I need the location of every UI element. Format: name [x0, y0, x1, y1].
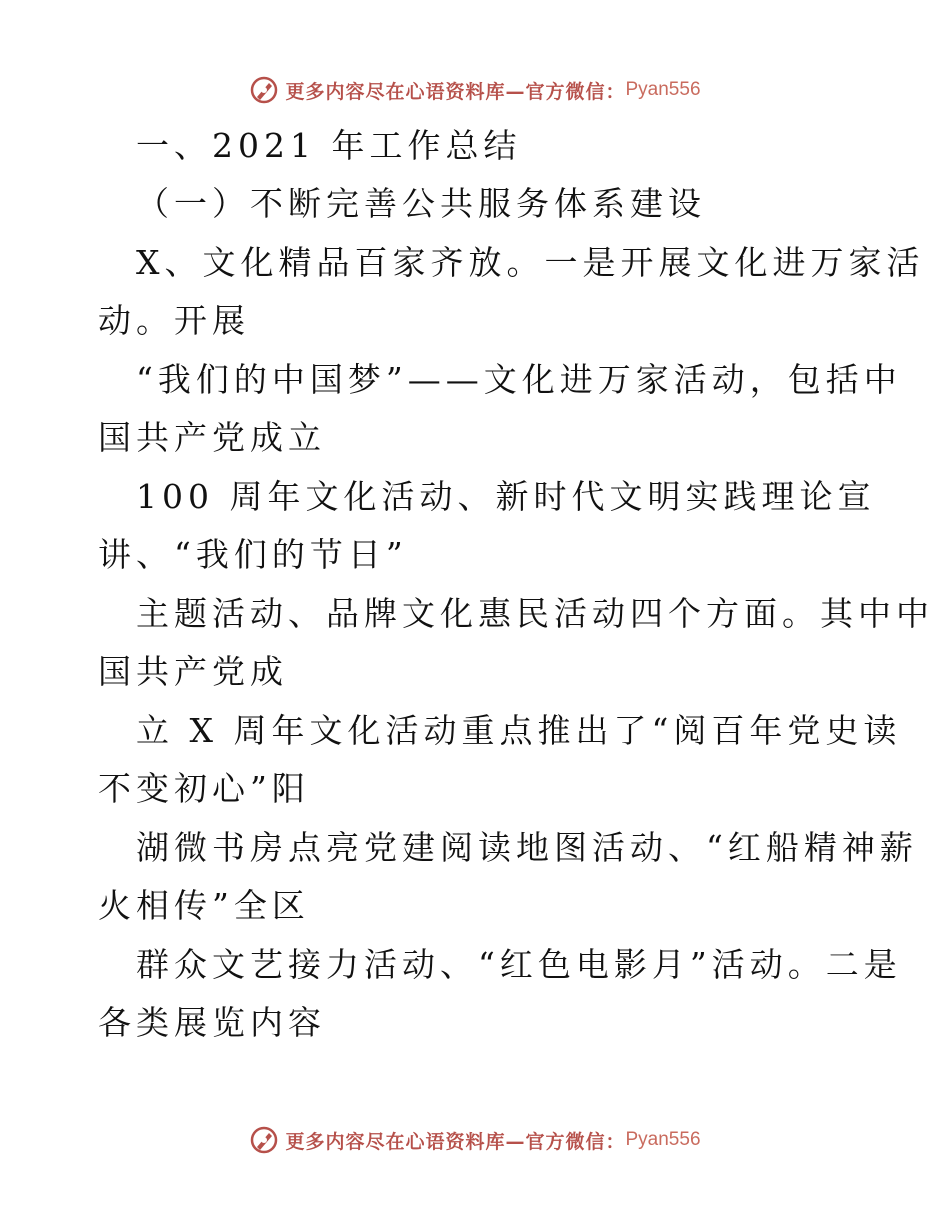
watermark-banner-bottom [0, 1120, 950, 1160]
paragraph-line: 主题活动、品牌文化惠民活动四个方面。其中中 [136, 594, 934, 633]
watermark-banner-top [0, 70, 950, 110]
paragraph-line: 群众文艺接力活动、“红色电影月”活动。二是 [136, 945, 902, 984]
watermark-text: 更多内容尽在心语资料库—官方微信： [285, 1130, 626, 1153]
paragraph-line: 火相传”全区 [98, 886, 310, 925]
paragraph-line: 讲、“我们的节日” [98, 535, 408, 574]
watermark-text: 更多内容尽在心语资料库—官方微信： [285, 80, 626, 103]
heading-2: （一）不断完善公共服务体系建设 [136, 184, 706, 223]
paragraph-line: 国共产党成立 [98, 418, 326, 457]
pen-logo-icon [249, 1125, 279, 1155]
heading-1: 一、2021 年工作总结 [136, 126, 522, 165]
paragraph-line: 湖微书房点亮党建阅读地图活动、“红船精神薪 [136, 828, 918, 867]
paragraph-line: “我们的中国梦”——文化进万家活动，包括中 [136, 360, 902, 399]
paragraph-line: 不变初心”阳 [98, 769, 310, 808]
pen-logo-icon [249, 75, 279, 105]
paragraph-line: 立 X 周年文化活动重点推出了“阅百年党史读 [136, 711, 902, 750]
paragraph-line: 动。开展 [98, 301, 250, 340]
paragraph-line: 100 周年文化活动、新时代文明实践理论宣 [136, 477, 876, 516]
watermark-wechat-id: Pyan556 [625, 1129, 701, 1150]
paragraph-line: 国共产党成 [98, 652, 288, 691]
paragraph-line: X、文化精品百家齐放。一是开展文化进万家活 [136, 243, 925, 282]
watermark-wechat-id: Pyan556 [625, 79, 701, 100]
paragraph-line: 各类展览内容 [98, 1003, 326, 1042]
